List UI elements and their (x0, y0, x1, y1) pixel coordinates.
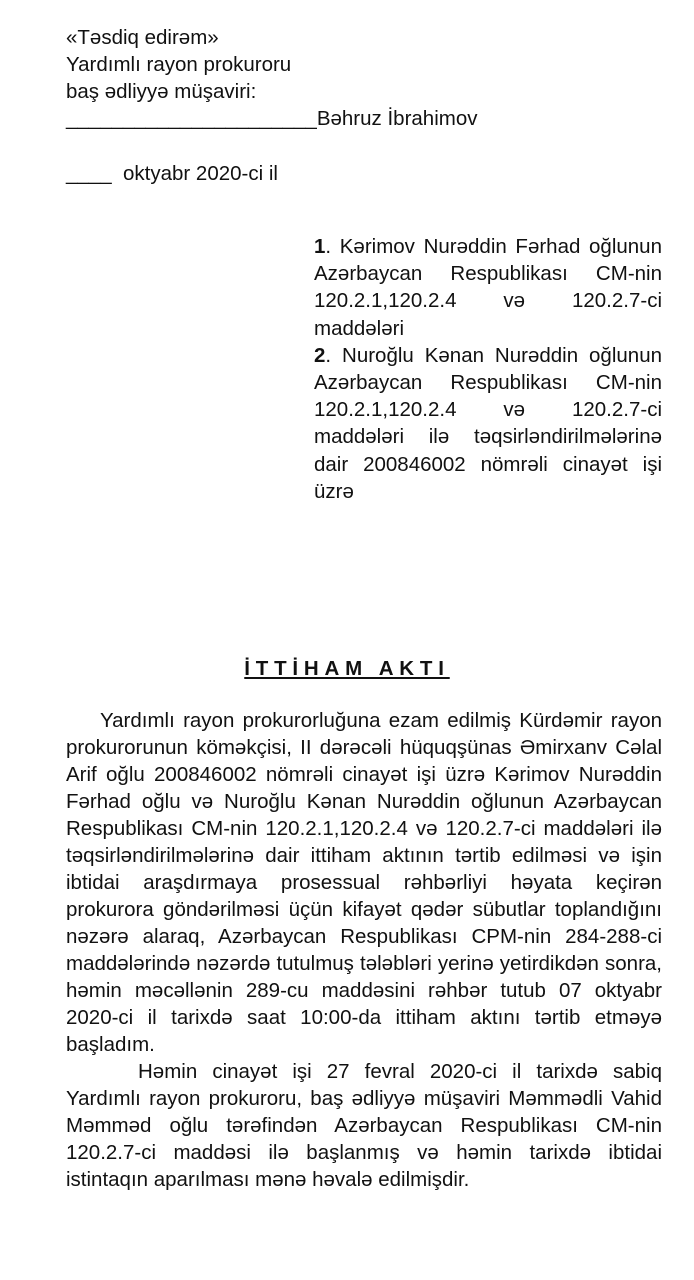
approver-rank: baş ədliyyə müşaviri: (66, 80, 257, 103)
subject-item-1 (314, 233, 662, 342)
date-blank: ____ (66, 162, 112, 185)
approval-block (66, 24, 478, 187)
body-paragraph-1: Yardımlı rayon prokurorluğuna ezam edilmiş Kürdəmir rayon prokurorunun köməkçisi, II dərəcəli hüquqşünas Əmirxanv Cəlal Arif oğlu 200846002 nömrəli cinayət işi üzrə Kərimov Nurəddin Fərhad oğlu və Nuroğlu Kənan Nurəddin oğlunun Azərbaycan Respublikası CM-nin 120.2.1,120.2.4 və 120.2.7-ci maddələri ilə təqsirləndirilmələrinə dair ittiham aktının tərtib edilməsi və işin ibtidai araşdırmaya prosessual rəhbərliyi həyata keçirən prokurora göndərilməsi üçün kifayət qədər sübutlar toplandığını nəzərə alaraq, Azərbaycan Respublikası CPM-nin 284-288-ci maddələrində nəzərdə tutulmuş tələbləri yerinə yetirdikdən sonra, həmin məcəllənin 289-cu maddəsini rəhbər tutub 07 oktyabr 2020-ci il tarixdə saat 10:00-da ittiham aktını tərtib etməyə başladım. (66, 709, 662, 1056)
subject-item-2 (314, 342, 662, 505)
signer-name: Bəhruz İbrahimov (316, 107, 478, 130)
signature-blank: ______________________ (66, 107, 317, 130)
case-subject (314, 233, 662, 505)
subject-item-1-text: . Kərimov Nurəddin Fərhad oğlunun Azərbaycan Respublikası CM-nin 120.2.1,120.2.4 və 120.2.7-ci maddələri (314, 235, 662, 340)
subject-item-1-number: 1 (314, 235, 326, 258)
date-text: oktyabr 2020-ci il (123, 162, 278, 185)
document-body (66, 707, 662, 1193)
approval-date (66, 160, 478, 187)
document-title: İTTİHAM AKTI (244, 657, 450, 680)
approver-position: Yardımlı rayon prokuroru (66, 53, 292, 76)
approval-heading: «Təsdiq edirəm» (66, 26, 219, 49)
body-paragraph-2: Həmin cinayət işi 27 fevral 2020-ci il tarixdə sabiq Yardımlı rayon prokuroru, baş ədliyyə müşaviri Məmmədli Vahid Məmməd oğlu tərəfindən Azərbaycan Respublikası CM-nin 120.2.7-ci maddəsi ilə başlanmış və həmin tarixdə ibtidai istintaqın aparılması mənə həvalə edilmişdir. (66, 1060, 662, 1191)
subject-item-2-number: 2 (314, 343, 326, 367)
signature-line (66, 105, 478, 132)
subject-item-2-text: . Nuroğlu Kənan Nurəddin oğlunun Azərbaycan Respublikası CM-nin 120.2.1,120.2.4 və 120.2.7-ci maddələri ilə təqsirləndirilmələrinə dair 200846002 nömrəli cinayət işi üzrə (314, 343, 662, 503)
